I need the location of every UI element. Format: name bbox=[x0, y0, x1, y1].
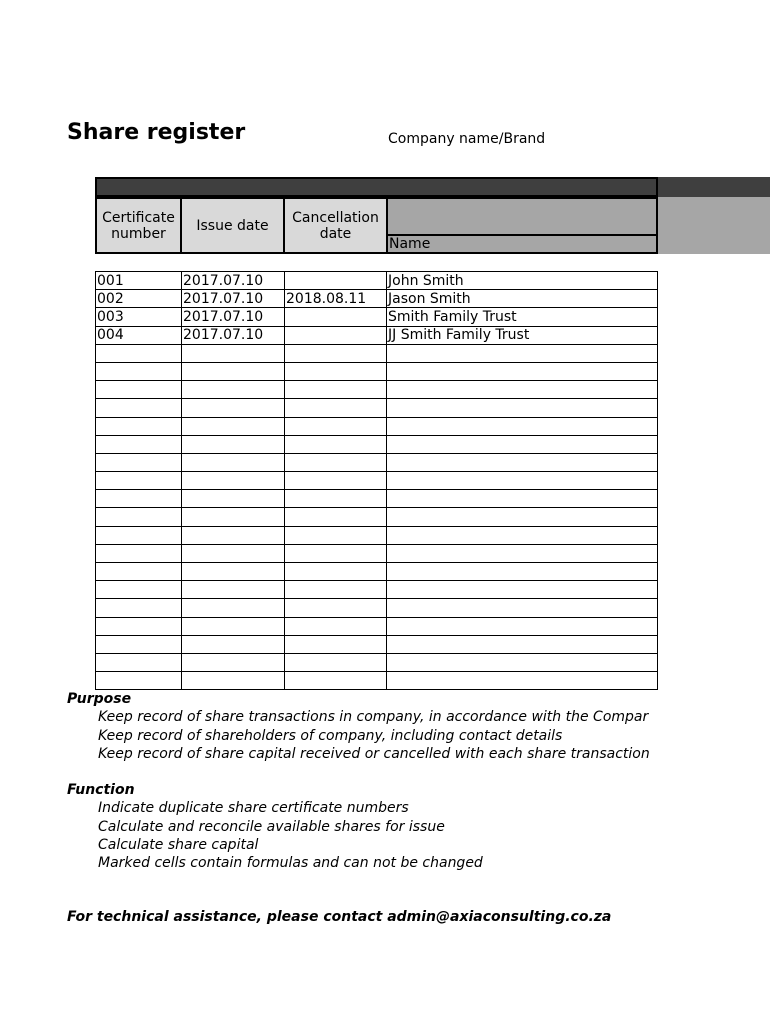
cell-certificate-number[interactable]: 003 bbox=[96, 308, 182, 326]
cell-name[interactable] bbox=[387, 381, 658, 399]
table-row bbox=[96, 672, 658, 690]
function-item: Calculate and reconcile available shares for issue bbox=[98, 818, 445, 835]
cell-cancellation-date[interactable] bbox=[285, 563, 387, 581]
cell-cancellation-date[interactable] bbox=[285, 599, 387, 617]
cell-issue-date[interactable] bbox=[182, 417, 285, 435]
table-row bbox=[96, 563, 658, 581]
cell-name[interactable] bbox=[387, 653, 658, 671]
cell-issue-date[interactable] bbox=[182, 581, 285, 599]
cell-name[interactable]: JJ Smith Family Trust bbox=[387, 326, 658, 344]
cell-name[interactable] bbox=[387, 417, 658, 435]
purpose-item: Keep record of share transactions in company, in accordance with the Compar bbox=[98, 709, 649, 726]
cell-name[interactable]: Smith Family Trust bbox=[387, 308, 658, 326]
cell-name[interactable] bbox=[387, 544, 658, 562]
table-row bbox=[96, 362, 658, 380]
column-header-cancellation-date bbox=[283, 197, 388, 254]
table-row bbox=[96, 599, 658, 617]
cell-issue-date[interactable] bbox=[182, 599, 285, 617]
cell-issue-date[interactable] bbox=[182, 526, 285, 544]
table-row bbox=[96, 581, 658, 599]
cell-issue-date[interactable] bbox=[182, 344, 285, 362]
cell-name[interactable] bbox=[387, 399, 658, 417]
table-row bbox=[96, 617, 658, 635]
cell-name[interactable] bbox=[387, 490, 658, 508]
table-row bbox=[96, 290, 658, 308]
cell-issue-date[interactable] bbox=[182, 399, 285, 417]
cell-certificate-number[interactable] bbox=[96, 435, 182, 453]
cell-cancellation-date[interactable] bbox=[285, 326, 387, 344]
cell-issue-date[interactable] bbox=[182, 362, 285, 380]
table-row bbox=[96, 544, 658, 562]
table-row bbox=[96, 490, 658, 508]
cell-certificate-number[interactable] bbox=[96, 544, 182, 562]
cell-certificate-number[interactable] bbox=[96, 453, 182, 471]
cell-certificate-number[interactable]: 004 bbox=[96, 326, 182, 344]
cell-issue-date[interactable]: 2017.07.10 bbox=[182, 308, 285, 326]
cell-name[interactable] bbox=[387, 508, 658, 526]
cell-certificate-number[interactable] bbox=[96, 472, 182, 490]
table-row bbox=[96, 399, 658, 417]
cell-name[interactable] bbox=[387, 453, 658, 471]
cell-name[interactable] bbox=[387, 435, 658, 453]
cell-issue-date[interactable] bbox=[182, 472, 285, 490]
cell-cancellation-date[interactable] bbox=[285, 672, 387, 690]
company-name-label[interactable]: Company name/Brand bbox=[388, 131, 546, 147]
table-row bbox=[96, 417, 658, 435]
header-dark-band-border bbox=[95, 177, 658, 197]
table-row bbox=[96, 508, 658, 526]
cell-certificate-number[interactable] bbox=[96, 635, 182, 653]
table-row bbox=[96, 344, 658, 362]
cell-name[interactable] bbox=[387, 581, 658, 599]
cell-issue-date[interactable] bbox=[182, 490, 285, 508]
cell-certificate-number[interactable] bbox=[96, 563, 182, 581]
cell-issue-date[interactable] bbox=[182, 381, 285, 399]
share-register-table bbox=[95, 271, 658, 690]
column-header-certificate-number bbox=[95, 197, 182, 254]
cell-cancellation-date[interactable] bbox=[285, 526, 387, 544]
cell-certificate-number[interactable] bbox=[96, 490, 182, 508]
cell-certificate-number[interactable] bbox=[96, 581, 182, 599]
purpose-heading: Purpose bbox=[67, 691, 132, 707]
function-item: Marked cells contain formulas and can not be changed bbox=[98, 855, 483, 872]
table-row bbox=[96, 653, 658, 671]
page-title: Share register bbox=[67, 120, 246, 145]
column-header-label: Issue date bbox=[196, 217, 269, 234]
cell-certificate-number[interactable] bbox=[96, 362, 182, 380]
cell-issue-date[interactable] bbox=[182, 563, 285, 581]
cell-cancellation-date[interactable] bbox=[285, 381, 387, 399]
cell-name[interactable] bbox=[387, 672, 658, 690]
cell-issue-date[interactable] bbox=[182, 544, 285, 562]
cell-issue-date[interactable]: 2017.07.10 bbox=[182, 290, 285, 308]
column-header-label: Cancellation date bbox=[292, 209, 379, 242]
table-row bbox=[96, 308, 658, 326]
cell-certificate-number[interactable] bbox=[96, 617, 182, 635]
cell-cancellation-date[interactable] bbox=[285, 435, 387, 453]
cell-cancellation-date[interactable] bbox=[285, 417, 387, 435]
purpose-section bbox=[67, 690, 650, 763]
cell-cancellation-date[interactable] bbox=[285, 581, 387, 599]
cell-cancellation-date[interactable] bbox=[285, 308, 387, 326]
function-section bbox=[67, 781, 483, 872]
cell-certificate-number[interactable] bbox=[96, 417, 182, 435]
table-row bbox=[96, 472, 658, 490]
column-header-label: Certificate number bbox=[102, 209, 175, 242]
cell-cancellation-date[interactable]: 2018.08.11 bbox=[285, 290, 387, 308]
cell-name[interactable] bbox=[387, 563, 658, 581]
cell-issue-date[interactable]: 2017.07.10 bbox=[182, 272, 285, 290]
cell-name[interactable] bbox=[387, 599, 658, 617]
cell-name[interactable] bbox=[387, 472, 658, 490]
cell-certificate-number[interactable] bbox=[96, 508, 182, 526]
cell-name[interactable]: John Smith bbox=[387, 272, 658, 290]
cell-certificate-number[interactable]: 002 bbox=[96, 290, 182, 308]
table-row bbox=[96, 526, 658, 544]
cell-issue-date[interactable] bbox=[182, 672, 285, 690]
share-register-body bbox=[96, 272, 658, 690]
function-item: Calculate share capital bbox=[98, 836, 259, 853]
cell-name[interactable] bbox=[387, 617, 658, 635]
cell-certificate-number[interactable] bbox=[96, 672, 182, 690]
cell-issue-date[interactable] bbox=[182, 635, 285, 653]
cell-name[interactable] bbox=[387, 526, 658, 544]
cell-issue-date[interactable] bbox=[182, 508, 285, 526]
cell-issue-date[interactable] bbox=[182, 453, 285, 471]
cell-cancellation-date[interactable] bbox=[285, 653, 387, 671]
cell-issue-date[interactable] bbox=[182, 435, 285, 453]
cell-cancellation-date[interactable] bbox=[285, 490, 387, 508]
cell-name[interactable] bbox=[387, 362, 658, 380]
cell-cancellation-date[interactable] bbox=[285, 544, 387, 562]
function-heading: Function bbox=[67, 782, 135, 798]
function-item: Indicate duplicate share certificate numbers bbox=[98, 800, 409, 817]
cell-cancellation-date[interactable] bbox=[285, 344, 387, 362]
cell-certificate-number[interactable] bbox=[96, 526, 182, 544]
purpose-item: Keep record of share capital received or cancelled with each share transaction bbox=[98, 745, 650, 762]
cell-certificate-number[interactable]: 001 bbox=[96, 272, 182, 290]
cell-issue-date[interactable] bbox=[182, 617, 285, 635]
table-row bbox=[96, 635, 658, 653]
cell-cancellation-date[interactable] bbox=[285, 272, 387, 290]
cell-cancellation-date[interactable] bbox=[285, 472, 387, 490]
cell-certificate-number[interactable] bbox=[96, 599, 182, 617]
cell-certificate-number[interactable] bbox=[96, 399, 182, 417]
table-row bbox=[96, 453, 658, 471]
cell-cancellation-date[interactable] bbox=[285, 399, 387, 417]
cell-certificate-number[interactable] bbox=[96, 653, 182, 671]
table-row bbox=[96, 272, 658, 290]
cell-cancellation-date[interactable] bbox=[285, 453, 387, 471]
cell-name[interactable] bbox=[387, 635, 658, 653]
cell-cancellation-date[interactable] bbox=[285, 617, 387, 635]
cell-name[interactable] bbox=[387, 344, 658, 362]
cell-cancellation-date[interactable] bbox=[285, 635, 387, 653]
cell-name[interactable]: Jason Smith bbox=[387, 290, 658, 308]
table-row bbox=[96, 435, 658, 453]
column-header-issue-date bbox=[180, 197, 285, 254]
column-header-name: Name bbox=[386, 234, 658, 254]
cell-certificate-number[interactable] bbox=[96, 344, 182, 362]
cell-cancellation-date[interactable] bbox=[285, 508, 387, 526]
cell-issue-date[interactable] bbox=[182, 653, 285, 671]
table-row bbox=[96, 326, 658, 344]
table-row bbox=[96, 381, 658, 399]
technical-assistance-contact: For technical assistance, please contact admin@axiaconsulting.co.za bbox=[67, 909, 612, 925]
cell-cancellation-date[interactable] bbox=[285, 362, 387, 380]
purpose-item: Keep record of shareholders of company, including contact details bbox=[98, 727, 563, 744]
cell-issue-date[interactable]: 2017.07.10 bbox=[182, 326, 285, 344]
cell-certificate-number[interactable] bbox=[96, 381, 182, 399]
